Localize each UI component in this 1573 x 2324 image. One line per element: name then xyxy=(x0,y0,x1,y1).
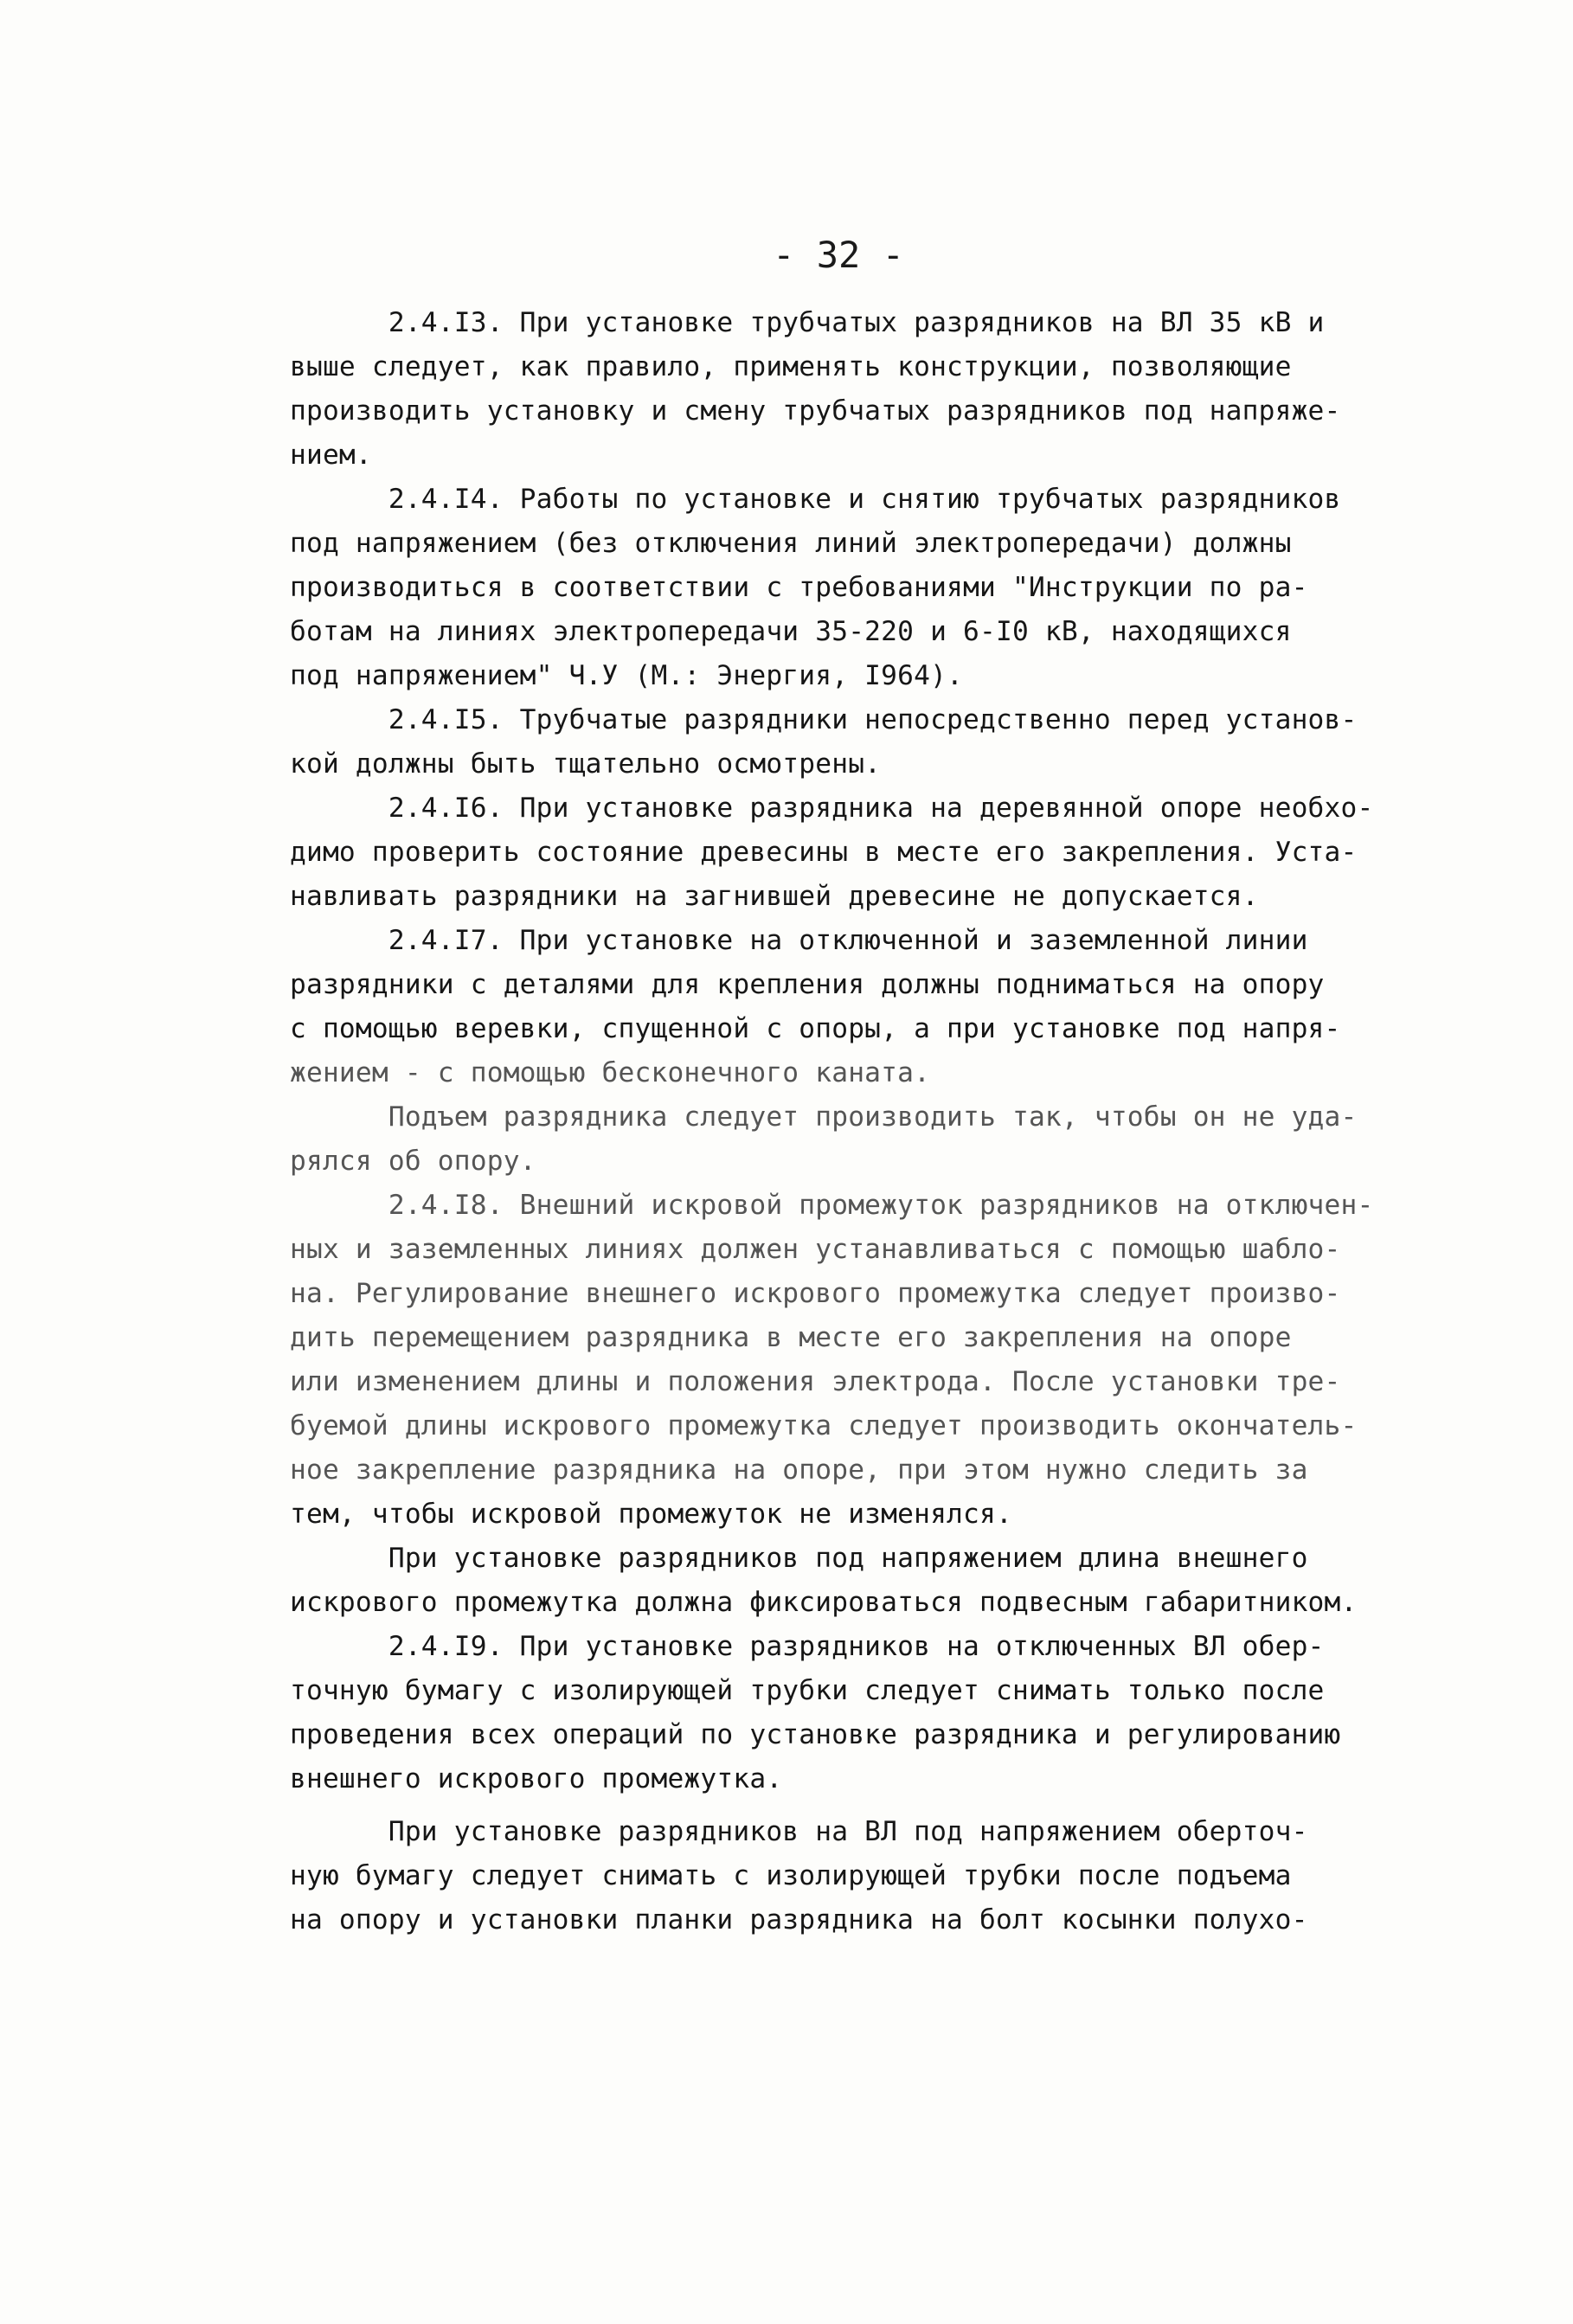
text-line: внешнего искрового промежутка. xyxy=(290,1763,783,1794)
text-line: Подъем разрядника следует производить так, чтобы он не уда- xyxy=(290,1101,1358,1133)
text-line: под напряжением (без отключения линий электропередачи) должны xyxy=(290,528,1292,559)
text-line: выше следует, как правило, применять конструкции, позволяющие xyxy=(290,351,1292,382)
text-line: жением - с помощью бесконечного каната. xyxy=(290,1057,931,1088)
text-line: буемой длины искрового промежутка следует производить окончатель- xyxy=(290,1410,1358,1441)
page-number: - 32 - xyxy=(773,234,904,276)
text-line: При установке разрядников на ВЛ под напряжением оберточ- xyxy=(290,1816,1308,1847)
text-line: 2.4.I3. При установке трубчатых разрядников на ВЛ 35 кВ и xyxy=(290,307,1325,338)
text-line: точную бумагу с изолирующей трубки следует снимать только после xyxy=(290,1675,1325,1706)
text-line: под напряжением" Ч.У (М.: Энергия, I964). xyxy=(290,660,964,691)
text-line: нием. xyxy=(290,440,372,471)
text-line: ную бумагу следует снимать с изолирующей трубки после подъема xyxy=(290,1860,1292,1891)
text-line: производить установку и смену трубчатых разрядников под напряже- xyxy=(290,395,1341,427)
text-line: или изменением длины и положения электрода. После установки тре- xyxy=(290,1366,1341,1397)
text-line: проведения всех операций по установке разрядника и регулированию xyxy=(290,1719,1341,1750)
text-line: ботам на линиях электропередачи 35-220 и 6-I0 кВ, находящихся xyxy=(290,616,1292,647)
text-line: кой должны быть тщательно осмотрены. xyxy=(290,748,882,780)
text-line: ных и заземленных линиях должен устанавливаться с помощью шабло- xyxy=(290,1234,1341,1265)
text-line: 2.4.I8. Внешний искровой промежуток разрядников на отключен- xyxy=(290,1190,1374,1221)
text-line: навливать разрядники на загнившей древесине не допускается. xyxy=(290,881,1259,912)
text-line: ное закрепление разрядника на опоре, при этом нужно следить за xyxy=(290,1454,1308,1486)
text-line: 2.4.I4. Работы по установке и снятию трубчатых разрядников xyxy=(290,484,1341,515)
text-line: рялся об опору. xyxy=(290,1146,536,1177)
text-line: тем, чтобы искровой промежуток не изменялся. xyxy=(290,1499,1012,1530)
text-line: 2.4.I6. При установке разрядника на деревянной опоре необхо- xyxy=(290,793,1374,824)
text-line: искрового промежутка должна фиксироваться подвесным габаритником. xyxy=(290,1587,1358,1618)
text-line: с помощью веревки, спущенной с опоры, а при установке под напря- xyxy=(290,1013,1341,1044)
text-line: 2.4.I7. При установке на отключенной и заземленной линии xyxy=(290,925,1308,956)
text-line: дить перемещением разрядника в месте его закрепления на опоре xyxy=(290,1322,1292,1353)
text-line: 2.4.I9. При установке разрядников на отключенных ВЛ обер- xyxy=(290,1631,1325,1662)
text-line: на опору и установки планки разрядника на болт косынки полухо- xyxy=(290,1904,1308,1936)
text-line: на. Регулирование внешнего искрового промежутка следует произво- xyxy=(290,1278,1341,1309)
text-line: производиться в соответствии с требованиями "Инструкции по ра- xyxy=(290,572,1308,603)
body-text xyxy=(290,301,1467,1942)
text-line: При установке разрядников под напряжением длина внешнего xyxy=(290,1543,1308,1574)
text-line: 2.4.I5. Трубчатые разрядники непосредственно перед установ- xyxy=(290,704,1358,735)
text-line: димо проверить состояние древесины в месте его закрепления. Уста- xyxy=(290,837,1358,868)
text-line: разрядники с деталями для крепления должны подниматься на опору xyxy=(290,969,1325,1000)
